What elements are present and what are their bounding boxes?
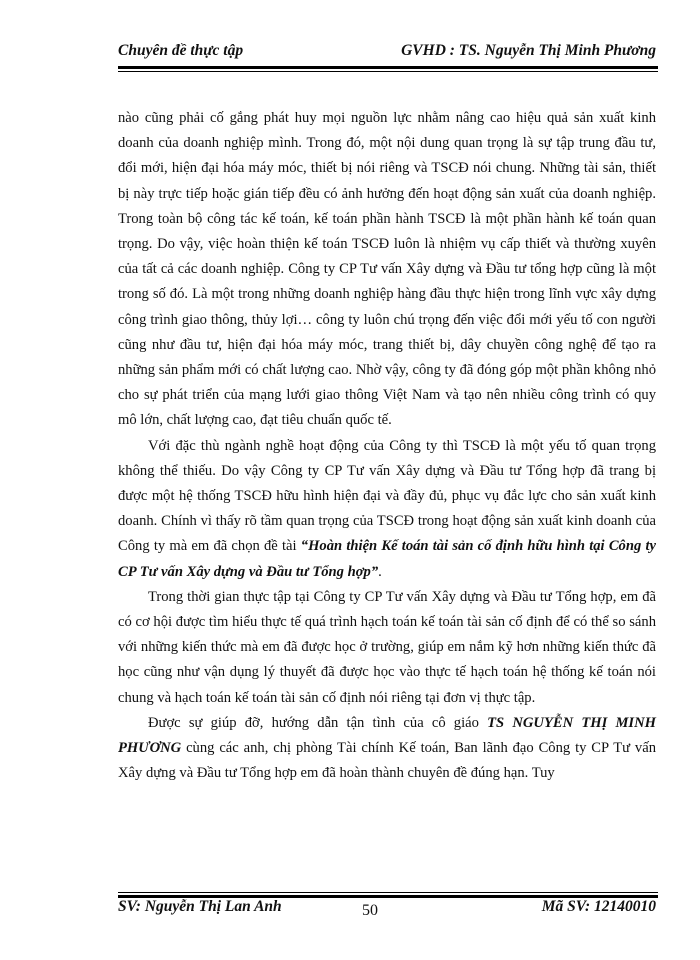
header-supervisor: GVHD : TS. Nguyễn Thị Minh Phương — [401, 42, 656, 59]
paragraph-3: Trong thời gian thực tập tại Công ty CP Tư vấn Xây dựng và Đầu tư Tổng hợp, em đã có cơ hội được tìm hiểu thực tế quá trình hạch toán kế toán tài sản cố định để có thể so sánh với những kiến thức mà em đã được học ở trường, giúp em nắm kỹ hơn những kiến thức đã học cũng như vận dụng lý thuyết đã được học vào thực tế hạch toán hệ thống kế toán nói chung và hạch toán kế toán tài sản cố định nói riêng tại đơn vị thực tập. — [118, 588, 656, 706]
paragraph-2-end: . — [378, 563, 382, 580]
thesis-title: “Hoàn thiện Kế toán tài sản cố định hữu hình tại Công ty CP Tư vấn Xây dựng và Đầu tư Tổng hợp” — [118, 538, 657, 580]
footer-student: SV: Nguyễn Thị Lan Anh — [118, 898, 282, 915]
paragraph-4 — [118, 711, 656, 787]
paragraph-4-end: cùng các anh, chị phòng Tài chính Kế toán, Ban lãnh đạo Công ty CP Tư vấn Xây dựng và Đầu tư Tổng hợp em đã hoàn thành chuyên đề đúng hạn. Tuy — [118, 740, 656, 782]
page-header — [118, 38, 656, 66]
header-rule — [118, 66, 658, 72]
supervisor-name: TS NGUYỄN THỊ MINH PHƯƠNG — [118, 714, 656, 757]
footer-student-id: Mã SV: 12140010 — [541, 898, 656, 915]
document-body — [118, 106, 656, 786]
page-footer — [118, 898, 656, 924]
paragraph-1: nào cũng phải cố gắng phát huy mọi nguồn lực nhằm nâng cao hiệu quả sản xuất kinh doanh của doanh nghiệp mình. Trong đó, một nội dung quan trọng là sự tập trung đầu tư, đổi mới, hiện đại hóa máy móc, thiết bị nói riêng và TSCĐ nói chung. Những tài sản, thiết bị này trực tiếp hoặc gián tiếp đều có ảnh hưởng đến hoạt động sản xuất của doanh nghiệp. Trong toàn bộ công tác kế toán, kế toán phần hành TSCĐ là một phần hành kế toán quan trọng. Do vậy, việc hoàn thiện kế toán TSCĐ luôn là nhiệm vụ cấp thiết và thường xuyên của tất cả các doanh nghiệp. Công ty CP Tư vấn Xây dựng và Đầu tư tổng hợp cũng là một trong số đó. Là một trong những doanh nghiệp hàng đầu thực hiện trong lĩnh vực xây dựng công trình giao thông, thủy lợi… công ty luôn chú trọng đến việc đổi mới yếu tố con người cũng như đầu tư, hiện đại hóa máy móc, trang thiết bị, dây chuyền công nghệ để tạo ra những sản phẩm mới có chất lượng cao. Nhờ vậy, công ty đã đóng góp một phần không nhỏ cho sự phát triển của mạng lưới giao thông Việt Nam và tạo nên nhiều công trình có quy mô lớn, chất lượng cao, đạt tiêu chuẩn quốc tế. — [118, 110, 656, 429]
header-title: Chuyên đề thực tập — [118, 42, 244, 59]
paragraph-4-start: Được sự giúp đỡ, hướng dẫn tận tình của cô giáo — [148, 714, 488, 731]
paragraph-2 — [118, 434, 656, 585]
page-number: 50 — [362, 902, 378, 919]
paragraph-2-text: Với đặc thù ngành nghề hoạt động của Công ty thì TSCĐ là một yếu tố quan trọng không thể thiếu. Do vậy Công ty CP Tư vấn Xây dựng và Đầu tư Tổng hợp đã trang bị được một hệ thống TSCĐ hữu hình hiện đại và đầy đủ, phục vụ đắc lực cho sản xuất kinh doanh. Chính vì thấy rõ tầm quan trọng của TSCĐ trong hoạt động sản xuất kinh doanh của Công ty mà em đã chọn đề tài — [118, 437, 656, 555]
